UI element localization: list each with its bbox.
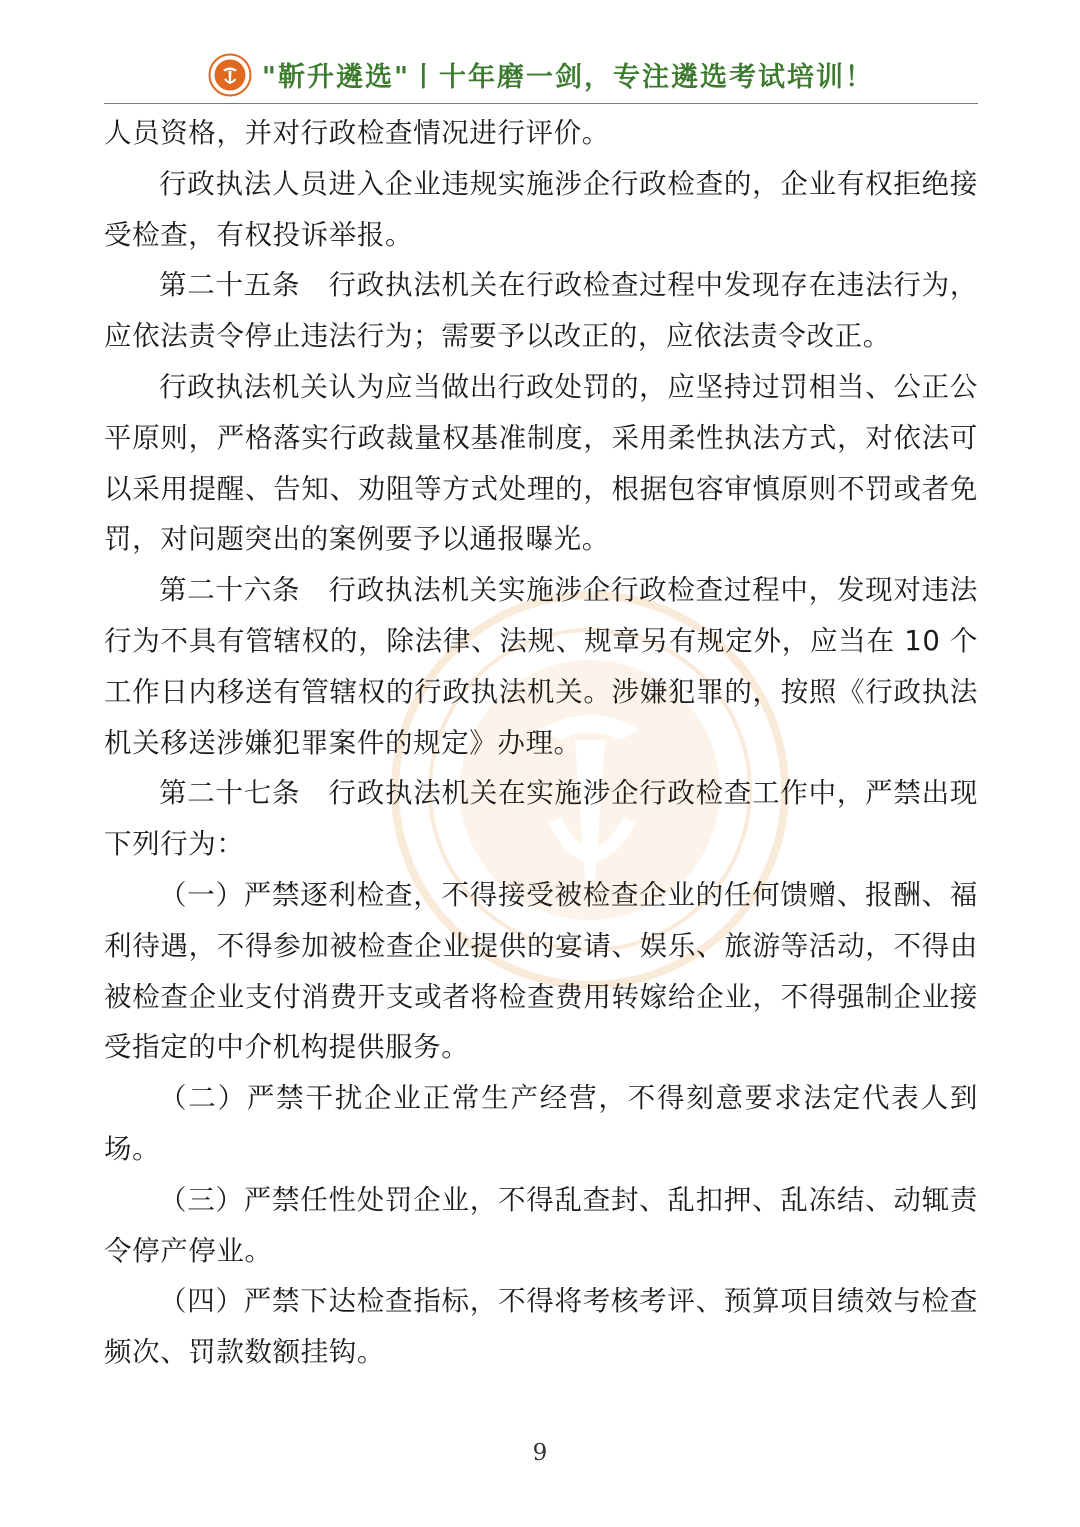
article-27: 第二十七条 行政执法机关在实施涉企行政检查工作中，严禁出现下列行为：	[104, 777, 978, 861]
list-item-1: （一）严禁逐利检查，不得接受被检查企业的任何馈赠、报酬、福利待遇，不得参加被检查企业提供的宴请、娱乐、旅游等活动，不得由被检查企业支付消费开支或者将检查费用转嫁给企业，不得强制企业接受指定的中介机构提供服务。	[104, 878, 978, 1064]
page-number: 9	[532, 1440, 548, 1466]
article-25: 第二十五条 行政执法机关在行政检查过程中发现存在违法行为，应依法责令停止违法行为；需要予以改正的，应依法责令改正。	[104, 269, 978, 353]
article-26: 第二十六条 行政执法机关实施涉企行政检查过程中，发现对违法行为不具有管辖权的，除法律、法规、规章另有规定外，应当在 10 个工作日内移送有管辖权的行政执法机关。涉嫌犯罪的，按照《行政执法机关移送涉嫌犯罪案件的规定》办理。	[104, 574, 978, 759]
seal-logo-icon	[208, 53, 252, 97]
list-item-4: （四）严禁下达检查指标，不得将考核考评、预算项目绩效与检查频次、罚款数额挂钩。	[104, 1285, 978, 1369]
list-item-2: （二）严禁干扰企业正常生产经营，不得刻意要求法定代表人到场。	[104, 1082, 978, 1165]
list-item-3: （三）严禁任性处罚企业，不得乱查封、乱扣押、乱冻结、动辄责令停产停业。	[104, 1183, 978, 1267]
page-header	[104, 50, 978, 104]
paragraph: 行政执法机关认为应当做出行政处罚的，应坚持过罚相当、公正公平原则，严格落实行政裁量权基准制度，采用柔性执法方式，对依法可以采用提醒、告知、劝阻等方式处理的，根据包容审慎原则不罚或者免罚，对问题突出的案例要予以通报曝光。	[104, 370, 978, 556]
document-body	[104, 108, 978, 1378]
paragraph: 行政执法人员进入企业违规实施涉企行政检查的，企业有权拒绝接受检查，有权投诉举报。	[104, 167, 978, 251]
header-slogan: "靳升遴选"丨十年磨一剑，专注遴选考试培训！	[261, 62, 875, 93]
paragraph: 人员资格，并对行政检查情况进行评价。	[104, 117, 610, 149]
